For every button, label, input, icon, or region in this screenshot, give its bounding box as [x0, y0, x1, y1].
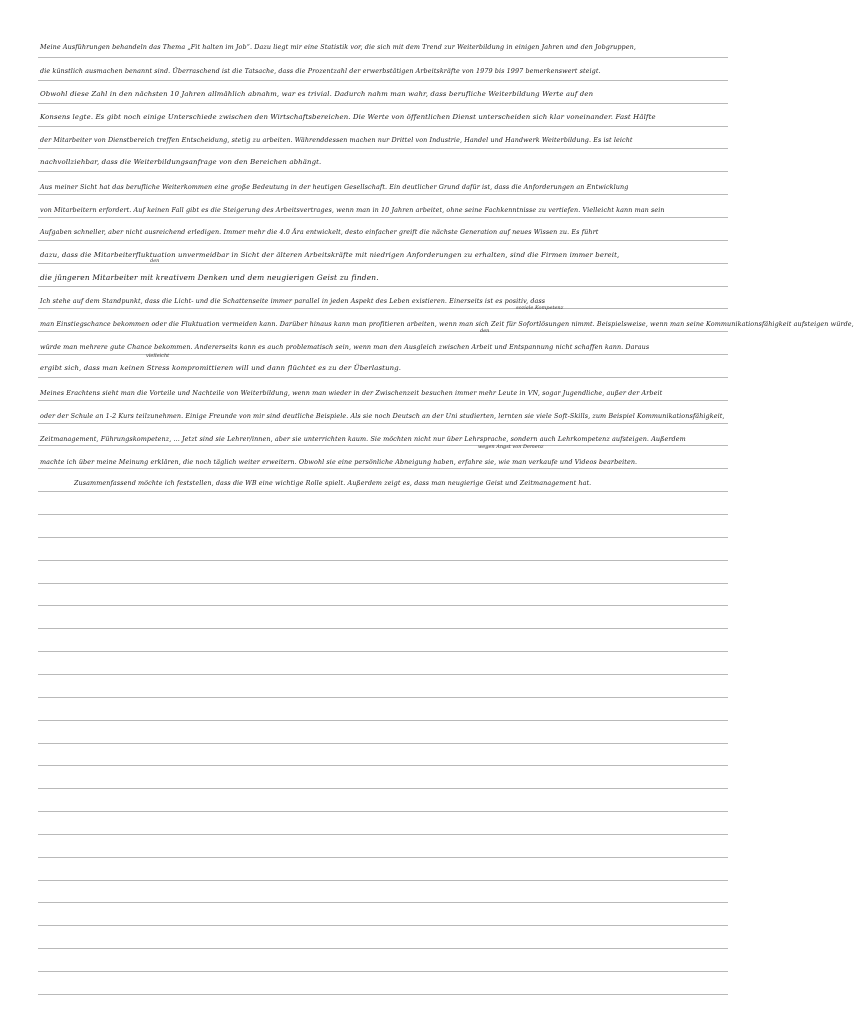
ruled-line: [38, 377, 728, 378]
insertion-angst-demenz: wegen Angst von Demenz: [478, 444, 544, 450]
ruled-line: [38, 948, 728, 949]
essay-line-13: man Einstiegschance bekommen oder die Fluktuation vermeiden kann. Darüber hinaus kann man profitieren arbeiten, wenn man sich Zeit für Sofortlösungen nimmt. Beispielsweise, wenn man seine Kommunikationsfähigkeit aufsteigen würde,: [40, 320, 854, 328]
ruled-line: [38, 354, 728, 355]
ruled-line: [38, 126, 728, 127]
ruled-line: [38, 57, 728, 58]
ruled-line: [38, 240, 728, 241]
ruled-line: [38, 80, 728, 81]
ruled-line: [38, 491, 728, 492]
essay-line-2: die künstlich ausmachen benannt sind. Überraschend ist die Tatsache, dass die Prozentzahl der erwerbstätigen Arbeitskräfte von 1979 bis 1997 bemerkenswert steigt.: [40, 67, 601, 75]
essay-line-11: die jüngeren Mitarbeiter mit kreativem Denken und dem neugierigen Geist zu finden.: [40, 273, 379, 282]
essay-line-12: Ich stehe auf dem Standpunkt, dass die Licht- und die Schattenseite immer parallel in jeden Aspekt des Leben existieren. Einerseits ist es positiv, dass: [40, 297, 546, 305]
ruled-line: [38, 148, 728, 149]
ruled-line: [38, 423, 728, 424]
essay-line-8: von Mitarbeitern erfordert. Auf keinen Fall gibt es die Steigerung des Arbeitsvertrages, wenn man in 10 Jahren arbeitet, ohne seine Fachkenntnisse zu vertiefen. Vielleicht kann man sein: [40, 206, 665, 214]
ruled-line: [38, 765, 728, 766]
ruled-line: [38, 651, 728, 652]
ruled-line: [38, 514, 728, 515]
insertion-soziale-kompetenz: soziale Kompetenz: [516, 305, 564, 311]
ruled-line: [38, 811, 728, 812]
essay-line-7: Aus meiner Sicht hat das berufliche Weiterkommen eine große Bedeutung in der heutigen Gesellschaft. Ein deutlicher Grund dafür ist, dass die Anforderungen an Entwicklung: [40, 183, 629, 191]
ruled-line: [38, 537, 728, 538]
essay-line-17: oder der Schule an 1-2 Kurs teilzunehmen. Einige Freunde von mir sind deutliche Beispiele. Als sie noch Deutsch an der Uni studierten, lernten sie viele Soft-Skills, zum Beispiel Kommunikationsfähigkeit,: [40, 412, 725, 420]
ruled-line: [38, 560, 728, 561]
essay-line-3: Obwohl diese Zahl in den nächsten 10 Jahren allmählich abnahm, war es trivial. Dadurch nahm man wahr, dass berufliche Weiterbildung Werte auf den: [40, 90, 594, 98]
essay-line-9: Aufgaben schneller, aber nicht ausreichend erledigen. Immer mehr die 4.0 Ära entwickelt, desto einfacher greift die nächste Generation auf neues Wissen zu. Es führt: [40, 228, 599, 236]
ruled-line: [38, 788, 728, 789]
essay-line-6: nachvollziehbar, dass die Weiterbildungsanfrage von den Bereichen abhängt.: [40, 158, 322, 166]
ruled-line: [38, 605, 728, 606]
essay-line-10: dazu, dass die Mitarbeiterfluktuation unvermeidbar in Sicht der älteren Arbeitskräfte mit niedrigen Anforderungen zu erhalten, sind die Firmen immer bereit,: [40, 251, 620, 259]
ruled-line: [38, 925, 728, 926]
ruled-line: [38, 103, 728, 104]
ruled-line: [38, 628, 728, 629]
ruled-line: [38, 400, 728, 401]
ruled-line: [38, 171, 728, 172]
ruled-line: [38, 971, 728, 972]
essay-line-15: ergibt sich, dass man keinen Stress kompromittieren will und dann flüchtet es zu der Überlastung.: [40, 364, 402, 372]
insertion-den: den: [480, 328, 490, 334]
ruled-line: [38, 674, 728, 675]
essay-line-20: Zusammenfassend möchte ich feststellen, dass die WB eine wichtige Rolle spielt. Außerdem zeigt es, dass man neugierige Geist und Zeitmanagement hat.: [74, 479, 592, 487]
ruled-line: [38, 994, 728, 995]
essay-line-19: machte ich über meine Meinung erklären, die noch täglich weiter erweitern. Obwohl sie eine persönliche Abneigung haben, erfahre sie, wie man verkaufe und Videos bearbeiten.: [40, 458, 638, 466]
ruled-line: [38, 286, 728, 287]
essay-line-1: Meine Ausführungen behandeln das Thema „Fit halten im Job“. Dazu liegt mir eine Statistik vor, die sich mit dem Trend zur Weiterbildung in einigen Jahren und den Jobgruppen,: [40, 43, 636, 51]
ruled-line: [38, 697, 728, 698]
essay-line-14: würde man mehrere gute Chance bekommen. Andererseits kann es auch problematisch sein, wenn man den Ausgleich zwischen Arbeit und Entspannung nicht schaffen kann. Daraus: [40, 343, 650, 351]
essay-line-5: der Mitarbeiter von Dienstbereich treffen Entscheidung, stetig zu arbeiten. Währenddessen machen nur Drittel von Industrie, Handel und Handwerk Weiterbildung. Es ist leicht: [40, 136, 633, 144]
ruled-line: [38, 834, 728, 835]
ruled-line: [38, 308, 728, 309]
essay-line-16: Meines Erachtens sieht man die Vorteile und Nachteile von Weiterbildung, wenn man wieder in der Zwischenzeit besuchen immer mehr Leute in VN, sogar Jugendliche, außer der Arbeit: [40, 389, 663, 397]
ruled-line: [38, 720, 728, 721]
ruled-line: [38, 902, 728, 903]
ruled-line: [38, 263, 728, 264]
ruled-line: [38, 331, 728, 332]
ruled-line: [38, 743, 728, 744]
ruled-line: [38, 194, 728, 195]
insertion-den-2: den: [150, 258, 160, 264]
insertion-vielleicht: vielleicht: [146, 353, 170, 359]
ruled-line: [38, 880, 728, 881]
ruled-line: [38, 583, 728, 584]
ruled-line: [38, 217, 728, 218]
ruled-line: [38, 857, 728, 858]
essay-line-18: Zeitmanagement, Führungskompetenz, ... Jetzt sind sie Lehrer/innen, aber sie unterrichten kaum. Sie möchten nicht nur über Lehrsprache, sondern auch Lehrkompetenz aufsteigen. Außerdem: [40, 435, 686, 443]
essay-line-4: Konsens legte. Es gibt noch einige Unterschiede zwischen den Wirtschaftsbereichen. Die Werte von öffentlichen Dienst unterscheiden sich klar voneinander. Fast Hälfte: [40, 113, 656, 121]
